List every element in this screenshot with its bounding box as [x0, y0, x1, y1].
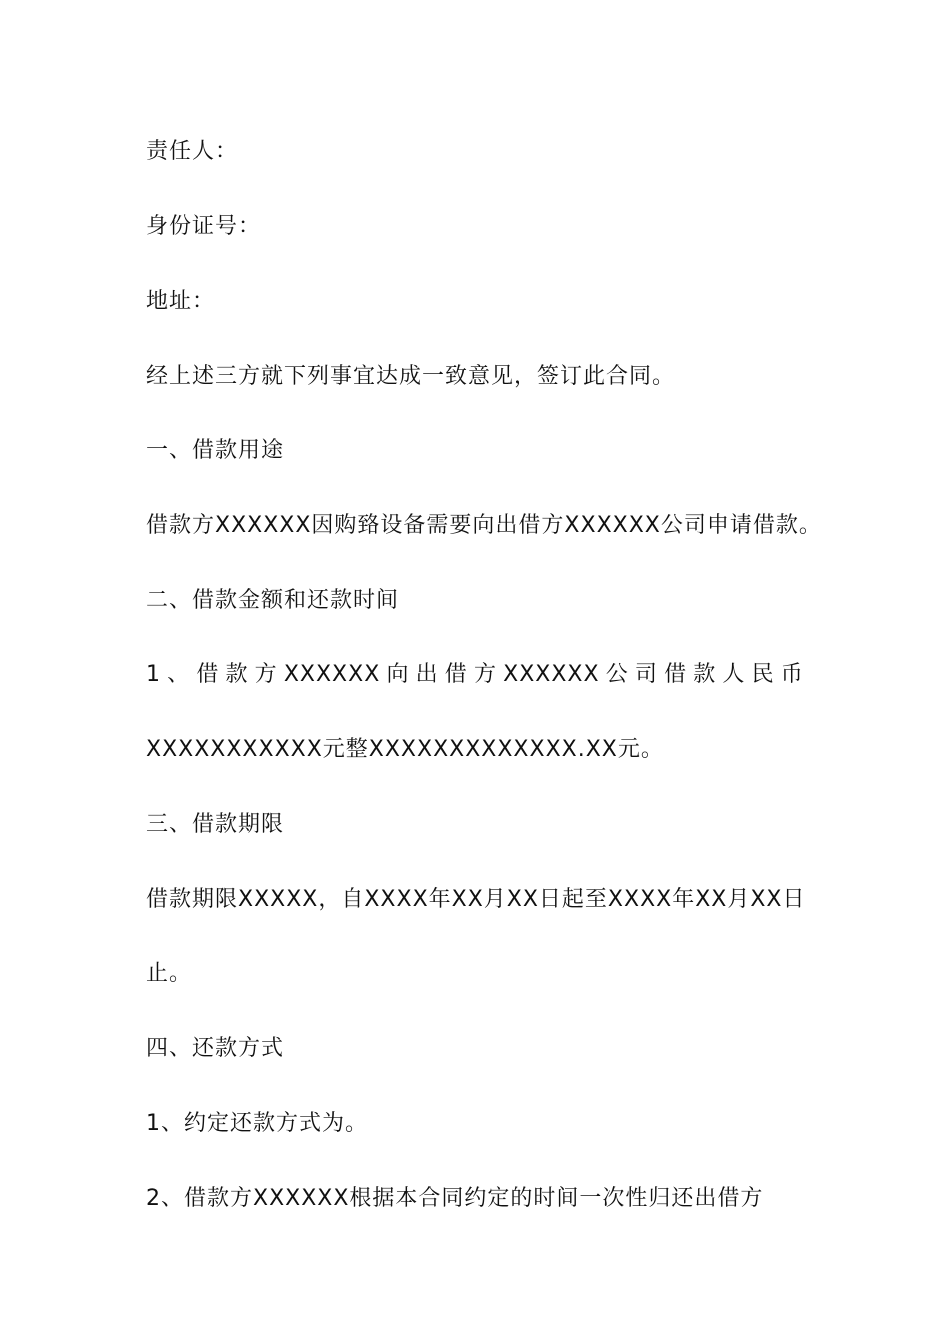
- justified-token: XXXXXX: [283, 662, 381, 687]
- justified-token: 借: [444, 662, 468, 687]
- amount-clause-line-1: [146, 660, 804, 690]
- justified-token: 币: [780, 662, 804, 687]
- amount-clause-line-2: XXXXXXXXXXX元整XXXXXXXXXXXXX.XX元。: [146, 737, 664, 762]
- purpose-text: 借款方XXXXXX因购臵设备需要向出借方XXXXXX公司申请借款。: [146, 513, 822, 538]
- id-number-label: 身份证号：: [146, 214, 262, 239]
- section-heading-purpose: 一、借款用途: [146, 438, 285, 463]
- section-heading-term: 三、借款期限: [146, 812, 285, 837]
- repayment-clause-2: 2、借款方XXXXXX根据本合同约定的时间一次性归还出借方: [146, 1186, 764, 1211]
- justified-token: XXXXXX: [503, 662, 600, 687]
- justified-token: 司: [634, 662, 658, 687]
- justified-token: 借: [664, 662, 688, 687]
- justified-token: 借: [196, 662, 220, 687]
- justified-token: 向: [386, 662, 410, 687]
- section-heading-amount: 二、借款金额和还款时间: [146, 588, 400, 613]
- agreement-statement: 经上述三方就下列事宜达成一致意见，签订此合同。: [146, 364, 676, 389]
- justified-token: 款: [225, 662, 249, 687]
- justified-token: 公: [605, 662, 629, 687]
- section-heading-repayment: 四、还款方式: [146, 1036, 285, 1061]
- justified-token: 民: [751, 662, 775, 687]
- justified-token: 人: [722, 662, 746, 687]
- justified-token: 方: [473, 662, 497, 687]
- justified-token: 款: [693, 662, 717, 687]
- justified-token: 1: [146, 662, 161, 687]
- term-text-line-2: 止。: [146, 961, 193, 986]
- justified-token: 、: [167, 662, 191, 687]
- address-label: 地址：: [146, 289, 216, 314]
- justified-token: 出: [415, 662, 439, 687]
- responsible-person-label: 责任人：: [146, 139, 239, 164]
- repayment-clause-1: 1、约定还款方式为。: [146, 1111, 368, 1136]
- justified-token: 方: [254, 662, 278, 687]
- term-text-line-1: 借款期限XXXXX，自XXXX年XX月XX日起至XXXX年XX月XX日: [146, 887, 806, 912]
